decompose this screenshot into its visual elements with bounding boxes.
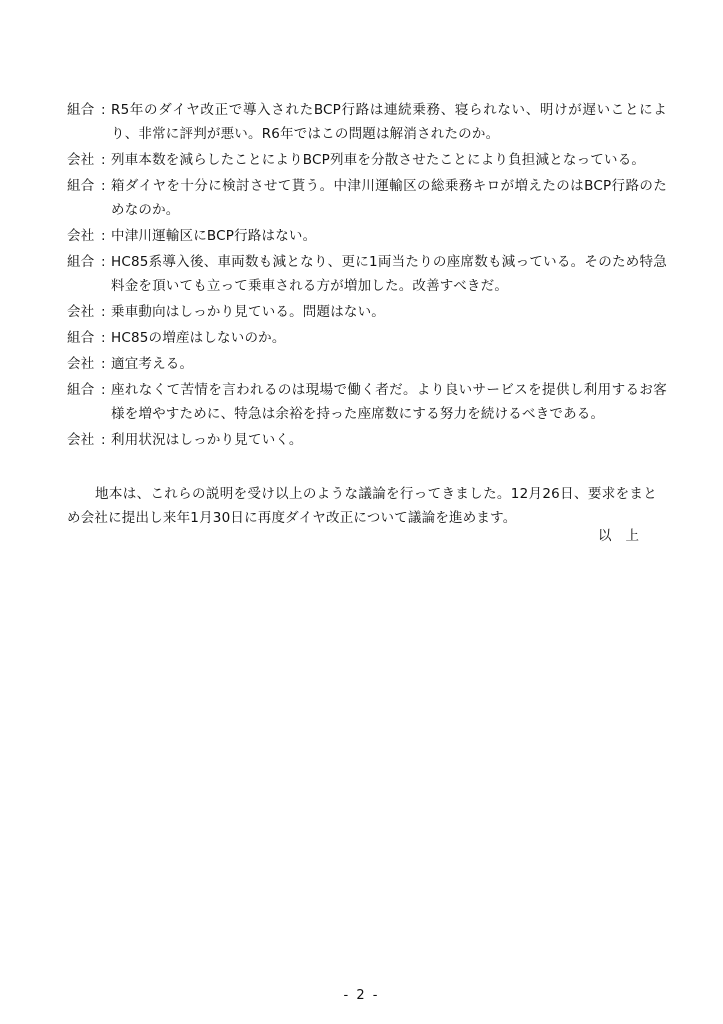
speaker-label: 会社 [67,304,95,320]
speaker-label: 会社 [67,432,95,448]
dialogue-entry [67,98,667,146]
dialogue-entry [67,428,667,452]
dialogue-text: 列車本数を減らしたことによりBCP列車を分散させたことにより負担減となっている。 [111,152,646,168]
colon-separator: : [101,432,106,448]
page-number: - 2 - [343,988,380,1003]
dialogue-text: HC85の増産はしないのか。 [111,330,286,346]
speaker-label: 組合 [67,178,95,194]
colon-separator: : [101,356,106,372]
dialogue-entry [67,378,667,426]
colon-separator: : [101,254,106,270]
colon-separator: : [101,228,106,244]
speaker-label: 会社 [67,356,95,372]
dialogue-entry [67,300,667,324]
dialogue-text: 座れなくて苦情を言われるのは現場で働く者だ。より良いサービスを提供し利用するお客様を増やすために、特急は余裕を持った座席数にする努力を続けるべきである。 [111,382,667,422]
speaker-label: 会社 [67,228,95,244]
dialogue-entry [67,174,667,222]
dialogue-text: 適宜考える。 [111,356,194,372]
dialogue-text: HC85系導入後、車両数も減となり、更に1両当たりの座席数も減っている。そのため特急料金を頂いても立って乗車される方が増加した。改善すべきだ。 [111,254,667,294]
dialogue-entry [67,250,667,298]
speaker-label: 組合 [67,382,95,398]
dialogue-entry [67,352,667,376]
speaker-label: 組合 [67,102,95,118]
colon-separator: : [101,382,106,398]
dialogue-text: R5年のダイヤ改正で導入されたBCP行路は連続乗務、寝られない、明けが遅いことにより、非常に評判が悪い。R6年ではこの問題は解消されたのか。 [111,102,667,142]
dialogue-list [67,98,667,454]
summary-paragraph: 地本は、これらの説明を受け以上のような議論を行ってきました。12月26日、要求をまとめ会社に提出し来年1月30日に再度ダイヤ改正について議論を進めます。 [67,485,657,526]
colon-separator: : [101,102,106,118]
colon-separator: : [101,330,106,346]
colon-separator: : [101,304,106,320]
speaker-label: 会社 [67,152,95,168]
dialogue-text: 中津川運輸区にBCP行路はない。 [111,228,317,244]
dialogue-entry [67,224,667,248]
closing-mark: 以上 [598,528,653,544]
colon-separator: : [101,178,106,194]
colon-separator: : [101,152,106,168]
dialogue-text: 箱ダイヤを十分に検討させて貰う。中津川運輸区の総乗務キロが増えたのはBCP行路のためなのか。 [111,178,667,218]
dialogue-entry [67,148,667,172]
dialogue-text: 乗車動向はしっかり見ている。問題はない。 [111,304,385,320]
speaker-label: 組合 [67,254,95,270]
dialogue-entry [67,326,667,350]
dialogue-text: 利用状況はしっかり見ていく。 [111,432,303,448]
speaker-label: 組合 [67,330,95,346]
